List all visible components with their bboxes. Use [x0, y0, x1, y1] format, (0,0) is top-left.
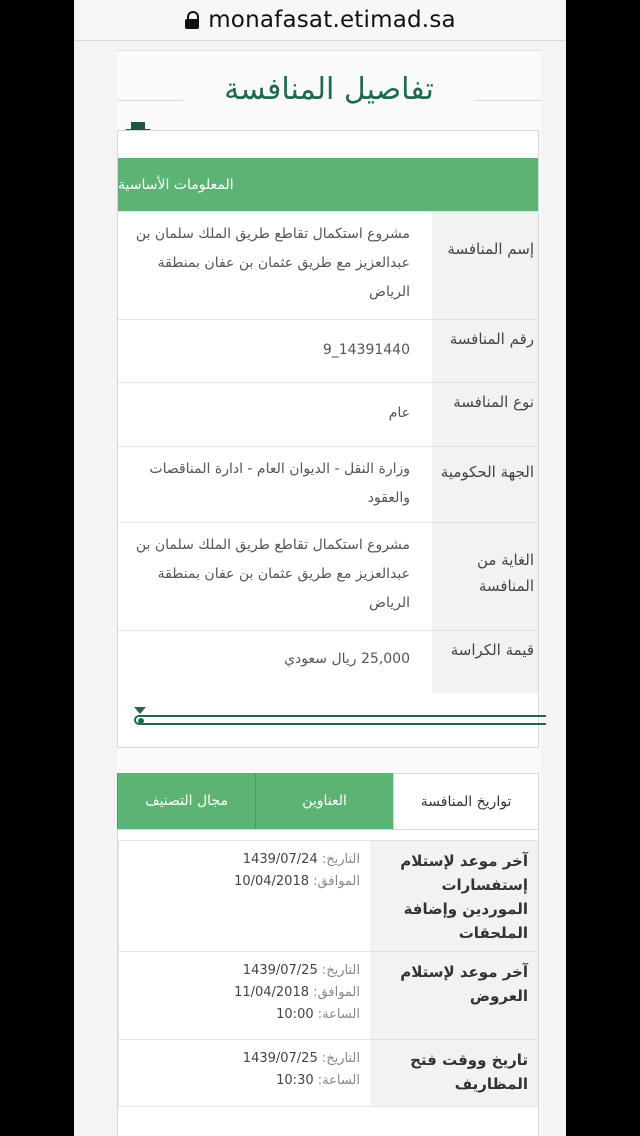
- date-row-offers: [118, 951, 538, 1039]
- details-tabs: [117, 773, 539, 829]
- date-value: [118, 952, 370, 1039]
- basic-info-card: [117, 130, 539, 748]
- date-row-inquiries: [118, 840, 538, 951]
- info-value: 25,000 ريال سعودي: [284, 651, 410, 667]
- info-row-purpose: [118, 522, 538, 630]
- dates-panel: [117, 829, 539, 1136]
- scroll-handle[interactable]: [138, 718, 144, 724]
- date-key: التاريخ:: [321, 852, 360, 867]
- date-key: التاريخ:: [321, 963, 360, 978]
- info-value: مشروع استكمال تقاطع طريق الملك سلمان بن عبدالعزيز مع طريق عثمان بن عفان بمنطقة الرياض: [135, 537, 410, 611]
- info-label: إسم المنافسة: [432, 212, 538, 319]
- basic-info-header: المعلومات الأساسية: [118, 158, 538, 211]
- info-row-type: [118, 382, 538, 446]
- dates-table: [118, 840, 538, 1107]
- date-key: الموافق:: [313, 874, 360, 889]
- info-row-price: [118, 630, 538, 693]
- browser-page: [74, 0, 566, 1136]
- scroll-track[interactable]: [134, 715, 546, 725]
- title-row: [117, 62, 541, 122]
- info-label: رقم المنافسة: [432, 320, 538, 382]
- date-label: آخر موعد لإستلام العروض: [370, 952, 538, 1039]
- info-row-entity: [118, 446, 538, 522]
- date-text: 10:30: [276, 1073, 314, 1088]
- info-row-name: [118, 211, 538, 319]
- date-text: 10/04/2018: [234, 874, 309, 889]
- date-key: الموافق:: [313, 985, 360, 1000]
- tab-dates[interactable]: تواريخ المنافسة: [393, 773, 539, 829]
- info-label: الجهة الحكومية: [432, 447, 538, 522]
- address-bar[interactable]: [74, 0, 566, 41]
- scroll-marker-icon: [134, 707, 146, 714]
- basic-info-table: [118, 211, 538, 693]
- date-text: 1439/07/25: [242, 963, 318, 978]
- divider: [117, 50, 541, 51]
- tab-addresses[interactable]: العناوين: [255, 773, 393, 829]
- page-title: تفاصيل المنافسة: [224, 72, 434, 107]
- date-key: الساعة:: [317, 1073, 360, 1088]
- info-value: مشروع استكمال تقاطع طريق الملك سلمان بن عبدالعزيز مع طريق عثمان بن عفان بمنطقة الرياض: [135, 226, 410, 300]
- info-label: نوع المنافسة: [432, 383, 538, 446]
- info-value: عام: [388, 405, 410, 421]
- tab-classification[interactable]: مجال التصنيف: [117, 773, 255, 829]
- info-value: وزارة النقل - الديوان العام - ادارة المناقصات والعقود: [149, 461, 410, 506]
- date-value: [118, 841, 370, 951]
- url-text[interactable]: monafasat.etimad.sa: [208, 7, 456, 33]
- date-text: 1439/07/24: [242, 852, 318, 867]
- date-label: تاريخ ووقت فتح المظاريف: [370, 1040, 538, 1106]
- date-text: 1439/07/25: [242, 1051, 318, 1066]
- date-text: 10:00: [276, 1007, 314, 1022]
- date-row-opening: [118, 1039, 538, 1107]
- date-key: الساعة:: [317, 1007, 360, 1022]
- date-label: آخر موعد لإستلام إستفسارات الموردين وإضافة الملحقات: [370, 841, 538, 951]
- info-label: الغاية من المنافسة: [432, 523, 538, 630]
- info-row-number: [118, 319, 538, 382]
- date-key: التاريخ:: [321, 1051, 360, 1066]
- date-text: 11/04/2018: [234, 985, 309, 1000]
- info-label: قيمة الكراسة: [432, 631, 538, 693]
- date-value: [118, 1040, 370, 1106]
- lock-icon: [184, 11, 200, 29]
- horizontal-scrollbar[interactable]: [134, 707, 546, 731]
- main-content: [117, 50, 541, 1136]
- info-value: 14391440_9: [322, 342, 410, 358]
